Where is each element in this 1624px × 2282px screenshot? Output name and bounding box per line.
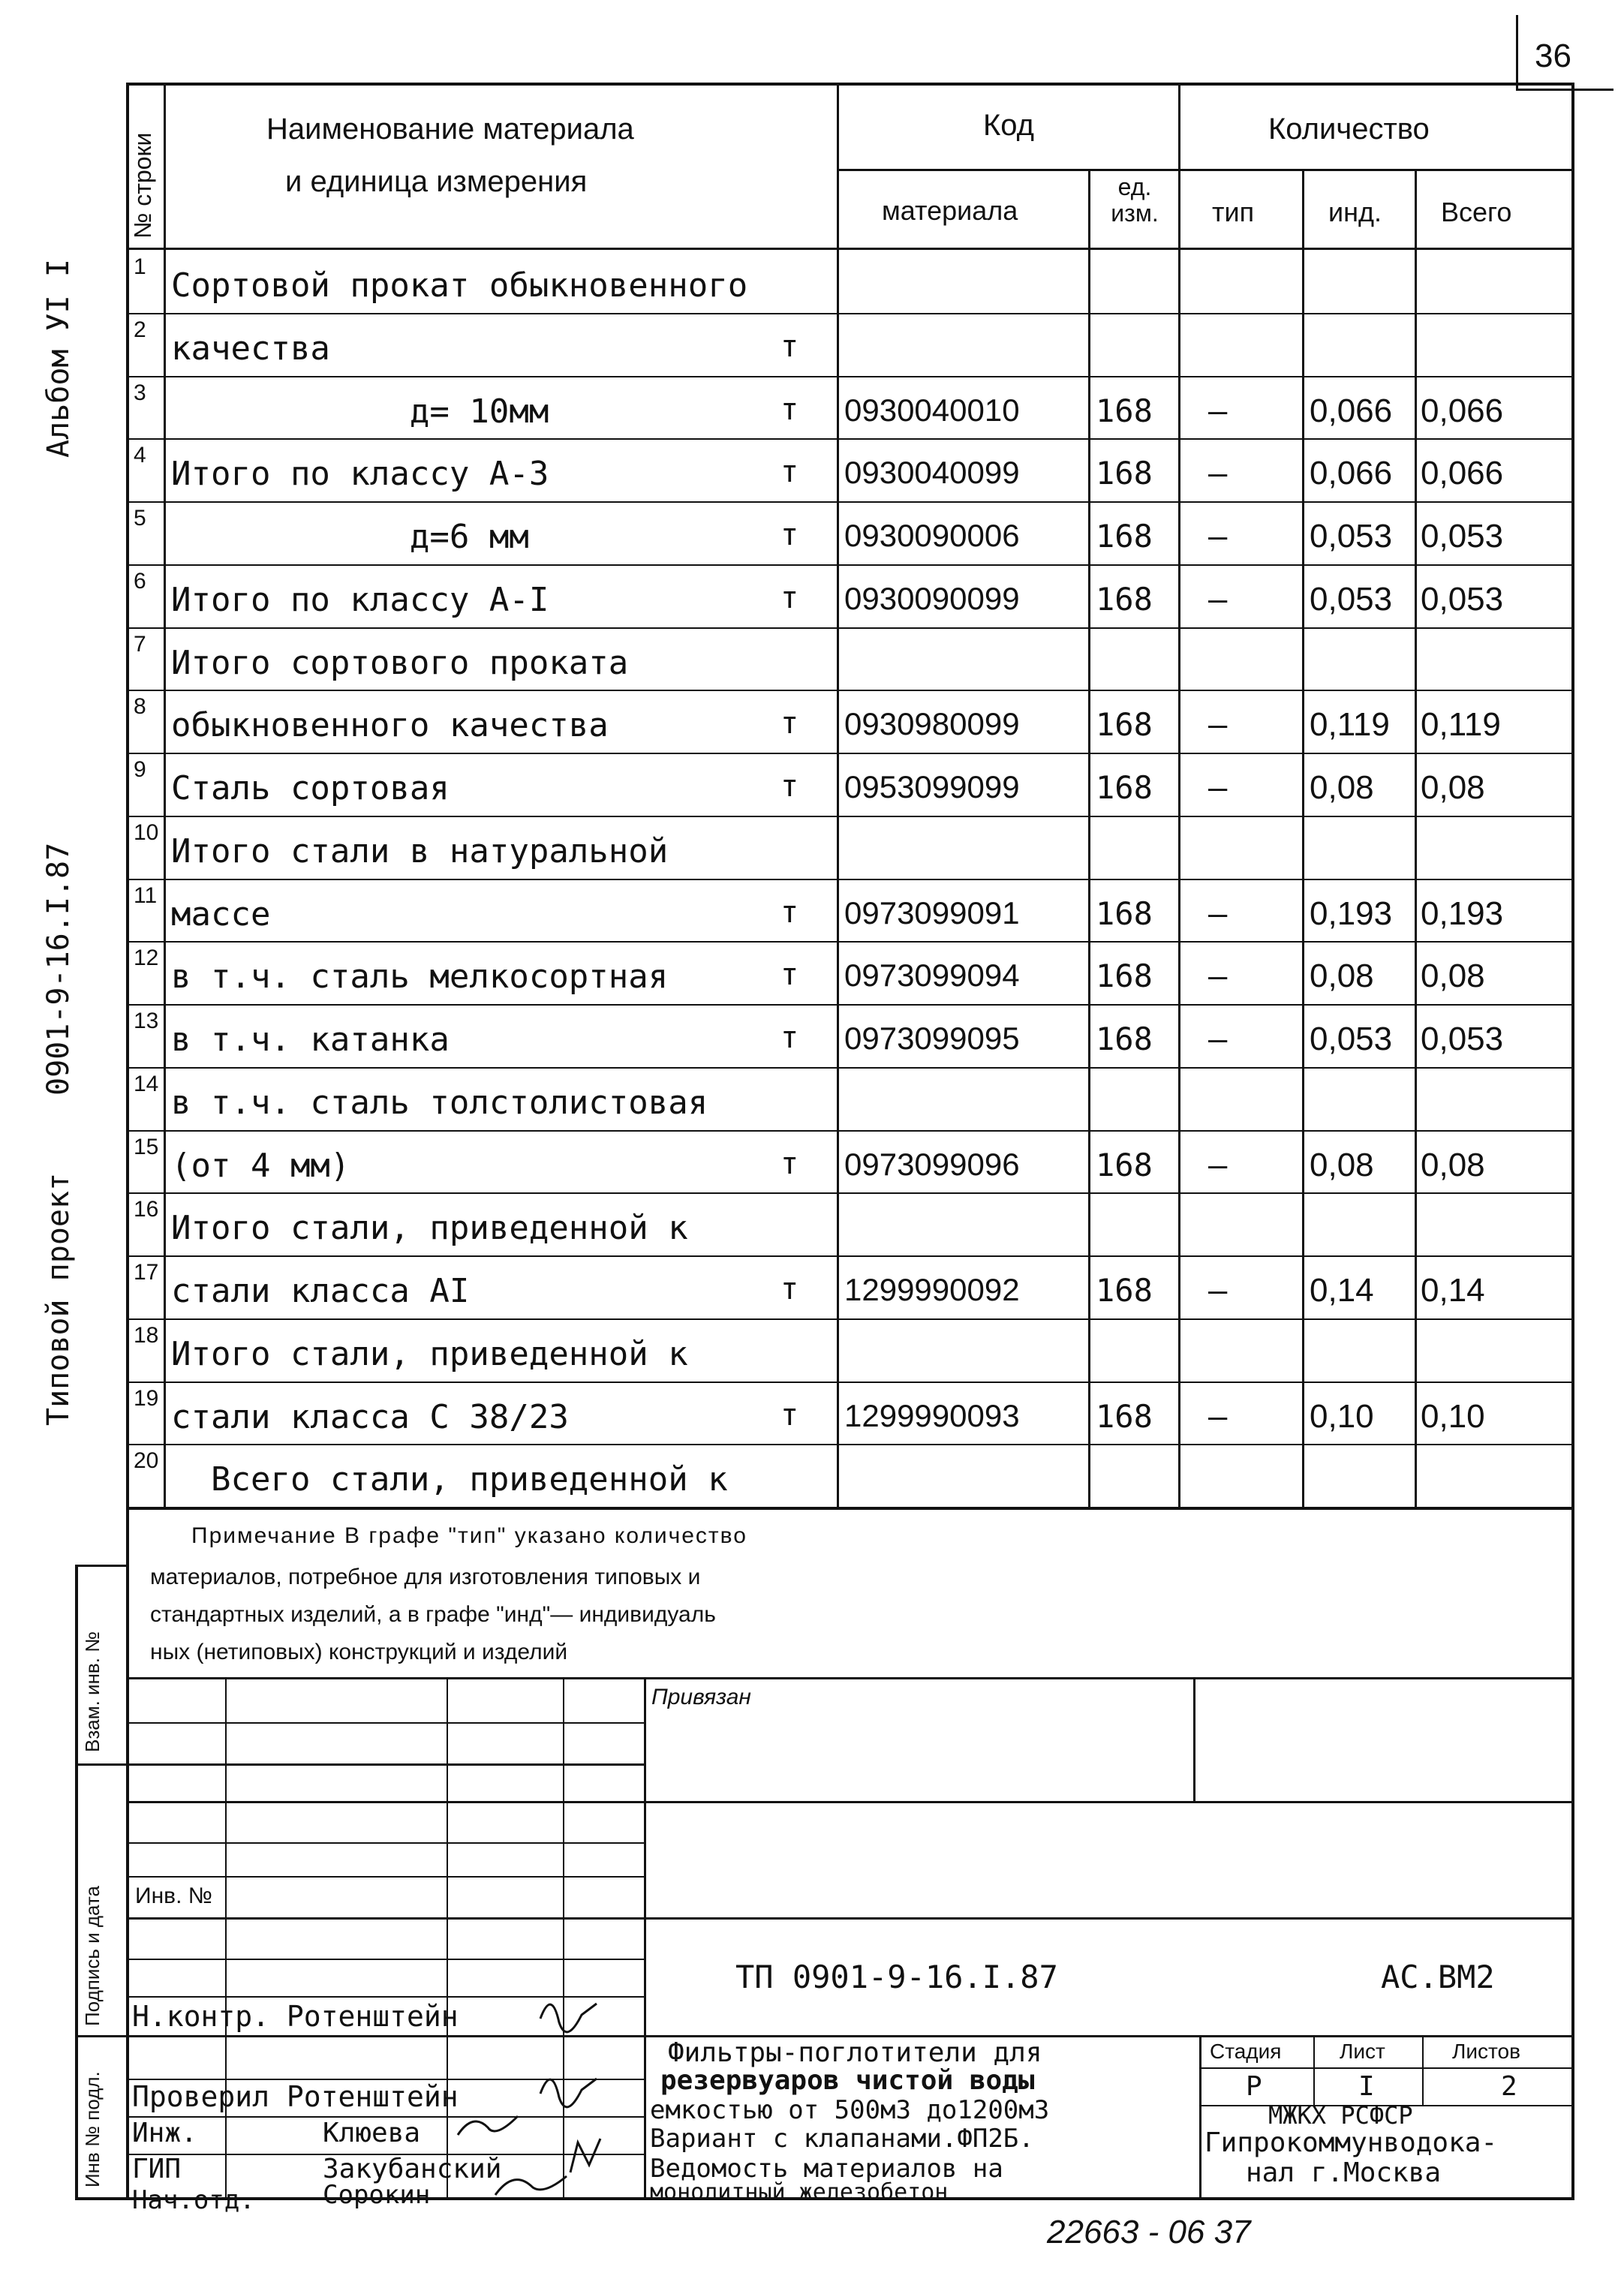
header-quantity: Количество: [1268, 113, 1430, 146]
stamp-engineer-role: Инж.: [132, 2118, 197, 2148]
cell-type: –: [1208, 894, 1228, 932]
stamp-title-line4: Вариант с клапанами.ФП2Б.: [650, 2124, 1034, 2154]
cell-total: 0,14: [1421, 1272, 1485, 1309]
cell-code: 0973099095: [844, 1021, 1020, 1056]
stamp-sheet-code: АС.ВМ2: [1381, 1959, 1495, 1995]
header-row-no: № строки: [129, 132, 156, 239]
header-qty-total: Всего: [1441, 197, 1512, 227]
cell-total: 0,119: [1421, 706, 1501, 744]
stamp-attached: Привязан: [651, 1685, 751, 1709]
stamp-sheets: 2: [1501, 2071, 1517, 2102]
cell-ind: 0,053: [1310, 580, 1393, 618]
cell-code: 1299990092: [844, 1272, 1020, 1307]
cell-name: в т.ч. сталь толстолистовая: [171, 1083, 708, 1122]
cell-total: 0,10: [1421, 1397, 1485, 1435]
cell-n: 17: [134, 1260, 159, 1285]
cell-ind: 0,08: [1310, 1146, 1374, 1183]
stamp-engineer: Клюева: [323, 2118, 421, 2148]
cell-unit: 168: [1096, 518, 1153, 555]
cell-ind: 0,10: [1310, 1397, 1374, 1435]
cell-type: –: [1208, 518, 1228, 555]
cell-name: стали класса АI: [171, 1272, 470, 1310]
cell-type: –: [1208, 769, 1228, 806]
stamp-checked: Проверил Ротенштейн: [132, 2080, 459, 2113]
cell-total: 0,053: [1421, 580, 1504, 618]
cell-n: 5: [134, 506, 146, 531]
cell-name: в т.ч. катанка: [171, 1021, 450, 1059]
cell-u: т: [780, 894, 799, 930]
cell-u: т: [780, 769, 799, 804]
stamp-org-line1: МЖКХ РСФСР: [1268, 2101, 1413, 2130]
stamp-gip: Закубанский: [323, 2154, 502, 2184]
cell-n: 3: [134, 380, 146, 405]
cell-total: 0,066: [1421, 392, 1504, 429]
cell-n: 9: [134, 757, 146, 782]
cell-total: 0,08: [1421, 1146, 1485, 1183]
cell-total: 0,08: [1421, 958, 1485, 995]
cell-n: 11: [134, 882, 158, 908]
stamp-head-role: Нач.отд.: [132, 2185, 255, 2215]
note-line1: Примечание В графе "тип" указано количество: [191, 1523, 747, 1548]
stamp-sheets-label: Листов: [1452, 2040, 1520, 2063]
cell-name: Итого по классу А-I: [171, 580, 549, 619]
cell-type: –: [1208, 1397, 1228, 1435]
left-label-sign: Подпись и дата: [81, 1885, 104, 2026]
cell-ind: 0,066: [1310, 455, 1393, 492]
cell-u: т: [780, 329, 799, 364]
cell-name: д= 10мм: [171, 392, 549, 431]
cell-name: Итого по классу А-3: [171, 455, 549, 494]
cell-unit: 168: [1096, 455, 1153, 492]
cell-type: –: [1208, 706, 1228, 744]
cell-unit: 168: [1096, 1021, 1153, 1057]
stamp-title-line3: емкостью от 500м3 до1200м3: [650, 2095, 1050, 2125]
cell-u: т: [780, 1146, 799, 1181]
side-label-project-code: 0901-9-16.I.87: [41, 842, 76, 1096]
note-line2: материалов, потребное для изготовления типовых и: [150, 1565, 701, 1589]
cell-code: 0930090099: [844, 580, 1020, 616]
cell-name: Сталь сортовая: [171, 769, 450, 807]
cell-u: т: [780, 518, 799, 552]
cell-code: 0953099099: [844, 769, 1020, 804]
cell-name: Итого стали в натуральной: [171, 831, 669, 870]
stamp-stage-label: Стадия: [1210, 2040, 1282, 2063]
stamp-org-line2: Гипрокоммунводока-: [1204, 2127, 1498, 2158]
cell-unit: 168: [1096, 392, 1153, 429]
cell-u: т: [780, 1272, 799, 1306]
cell-ind: 0,193: [1310, 894, 1393, 932]
cell-n: 16: [134, 1197, 159, 1222]
cell-name: Всего стали, приведенной к: [171, 1460, 728, 1499]
cell-n: 15: [134, 1134, 159, 1159]
cell-u: т: [780, 958, 799, 993]
cell-name: Итого сортового проката: [171, 643, 629, 682]
cell-code: 0973099096: [844, 1146, 1020, 1182]
cell-name: качества: [171, 329, 330, 368]
cell-ind: 0,053: [1310, 1021, 1393, 1057]
cell-u: т: [780, 392, 799, 427]
cell-ind: 0,066: [1310, 392, 1393, 429]
stamp-stage: Р: [1246, 2071, 1262, 2102]
header-qty-type: тип: [1212, 197, 1255, 227]
cell-n: 1: [134, 254, 146, 279]
cell-unit: 168: [1096, 1272, 1153, 1309]
footer-number: 22663 - 06 37: [1047, 2214, 1251, 2250]
cell-unit: 168: [1096, 958, 1153, 995]
cell-name: обыкновенного качества: [171, 706, 609, 745]
cell-unit: 168: [1096, 769, 1153, 806]
cell-total: 0,053: [1421, 518, 1504, 555]
note-line3: стандартных изделий, а в графе "инд"— индивидуаль: [150, 1602, 716, 1627]
cell-total: 0,193: [1421, 894, 1504, 932]
cell-unit: 168: [1096, 706, 1153, 744]
header-code-material: материала: [882, 195, 1018, 226]
cell-code: 1299990093: [844, 1397, 1020, 1433]
header-name-line2: и единица измерения: [285, 165, 588, 198]
cell-ind: 0,119: [1310, 706, 1390, 744]
cell-total: 0,066: [1421, 455, 1504, 492]
header-code: Код: [983, 109, 1035, 142]
cell-u: т: [780, 1021, 799, 1055]
cell-ind: 0,053: [1310, 518, 1393, 555]
stamp-title-line2: резервуаров чистой воды: [660, 2065, 1035, 2096]
cell-n: 13: [134, 1009, 159, 1033]
cell-code: 0973099094: [844, 958, 1020, 994]
cell-n: 18: [134, 1322, 159, 1348]
page-number: 36: [1535, 38, 1571, 74]
stamp-sheet: I: [1358, 2071, 1375, 2102]
cell-ind: 0,14: [1310, 1272, 1374, 1309]
cell-n: 14: [134, 1071, 159, 1096]
cell-code: 0930090006: [844, 518, 1020, 553]
cell-type: –: [1208, 958, 1228, 995]
stamp-title-line5: Ведомость материалов на: [650, 2154, 1003, 2184]
side-label-project-type: Типовой проект: [41, 1172, 76, 1426]
cell-name: Итого стали, приведенной к: [171, 1209, 688, 1248]
cell-code: 0930980099: [844, 706, 1020, 742]
cell-unit: 168: [1096, 1146, 1153, 1183]
cell-total: 0,08: [1421, 769, 1485, 806]
cell-n: 8: [134, 694, 146, 720]
header-qty-ind: инд.: [1328, 197, 1382, 227]
cell-u: т: [780, 580, 799, 615]
cell-n: 12: [134, 946, 159, 971]
cell-type: –: [1208, 392, 1228, 429]
cell-u: т: [780, 1397, 799, 1433]
cell-total: 0,053: [1421, 1021, 1504, 1057]
cell-n: 19: [134, 1385, 159, 1411]
stamp-title-line6: монолитный железобетон: [650, 2179, 949, 2205]
note-line4: ных (нетиповых) конструкций и изделий: [150, 1640, 568, 1664]
cell-type: –: [1208, 455, 1228, 492]
cell-ind: 0,08: [1310, 769, 1374, 806]
cell-n: 10: [134, 819, 159, 845]
cell-n: 2: [134, 317, 146, 342]
stamp-gip-role: ГИП: [132, 2154, 182, 2184]
cell-u: т: [780, 455, 799, 490]
cell-n: 4: [134, 443, 146, 468]
cell-unit: 168: [1096, 894, 1153, 932]
cell-name: стали класса С 38/23: [171, 1397, 569, 1436]
cell-n: 20: [134, 1448, 159, 1474]
stamp-sheet-label: Лист: [1340, 2040, 1385, 2063]
cell-n: 7: [134, 631, 146, 657]
stamp-n-control: Н.контр. Ротенштейн: [132, 2000, 459, 2033]
cell-type: –: [1208, 580, 1228, 618]
cell-code: 0973099091: [844, 894, 1020, 931]
cell-n: 6: [134, 568, 146, 594]
cell-unit: 168: [1096, 580, 1153, 618]
cell-unit: 168: [1096, 1397, 1153, 1435]
cell-type: –: [1208, 1021, 1228, 1057]
cell-name: д=6 мм: [171, 518, 529, 556]
cell-code: 0930040099: [844, 455, 1020, 491]
left-label-inv: Инв № подл.: [81, 2071, 104, 2187]
left-label-vzam: Взам. инв. №: [81, 1631, 104, 1752]
cell-code: 0930040010: [844, 392, 1020, 428]
cell-name: Сортовой прокат обыкновенного: [171, 266, 748, 305]
stamp-inv-no: Инв. №: [135, 1884, 212, 1908]
header-code-unit: ед. изм.: [1111, 173, 1159, 227]
cell-type: –: [1208, 1272, 1228, 1309]
cell-ind: 0,08: [1310, 958, 1374, 995]
stamp-org-line3: нал г.Москва: [1246, 2157, 1442, 2188]
stamp-head: Сорокин: [323, 2180, 431, 2210]
cell-name: Итого стали, приведенной к: [171, 1334, 688, 1373]
stamp-title-line1: Фильтры-поглотители для: [668, 2037, 1042, 2068]
cell-type: –: [1208, 1146, 1228, 1183]
side-label-album: Альбом УI I: [41, 259, 76, 458]
header-name-line1: Наименование материала: [266, 113, 634, 146]
cell-u: т: [780, 706, 799, 741]
cell-name: массе: [171, 894, 271, 934]
cell-name: (от 4 мм): [171, 1146, 350, 1185]
stamp-designation: ТП 0901-9-16.I.87: [735, 1959, 1058, 1995]
cell-name: в т.ч. сталь мелкосортная: [171, 958, 669, 997]
